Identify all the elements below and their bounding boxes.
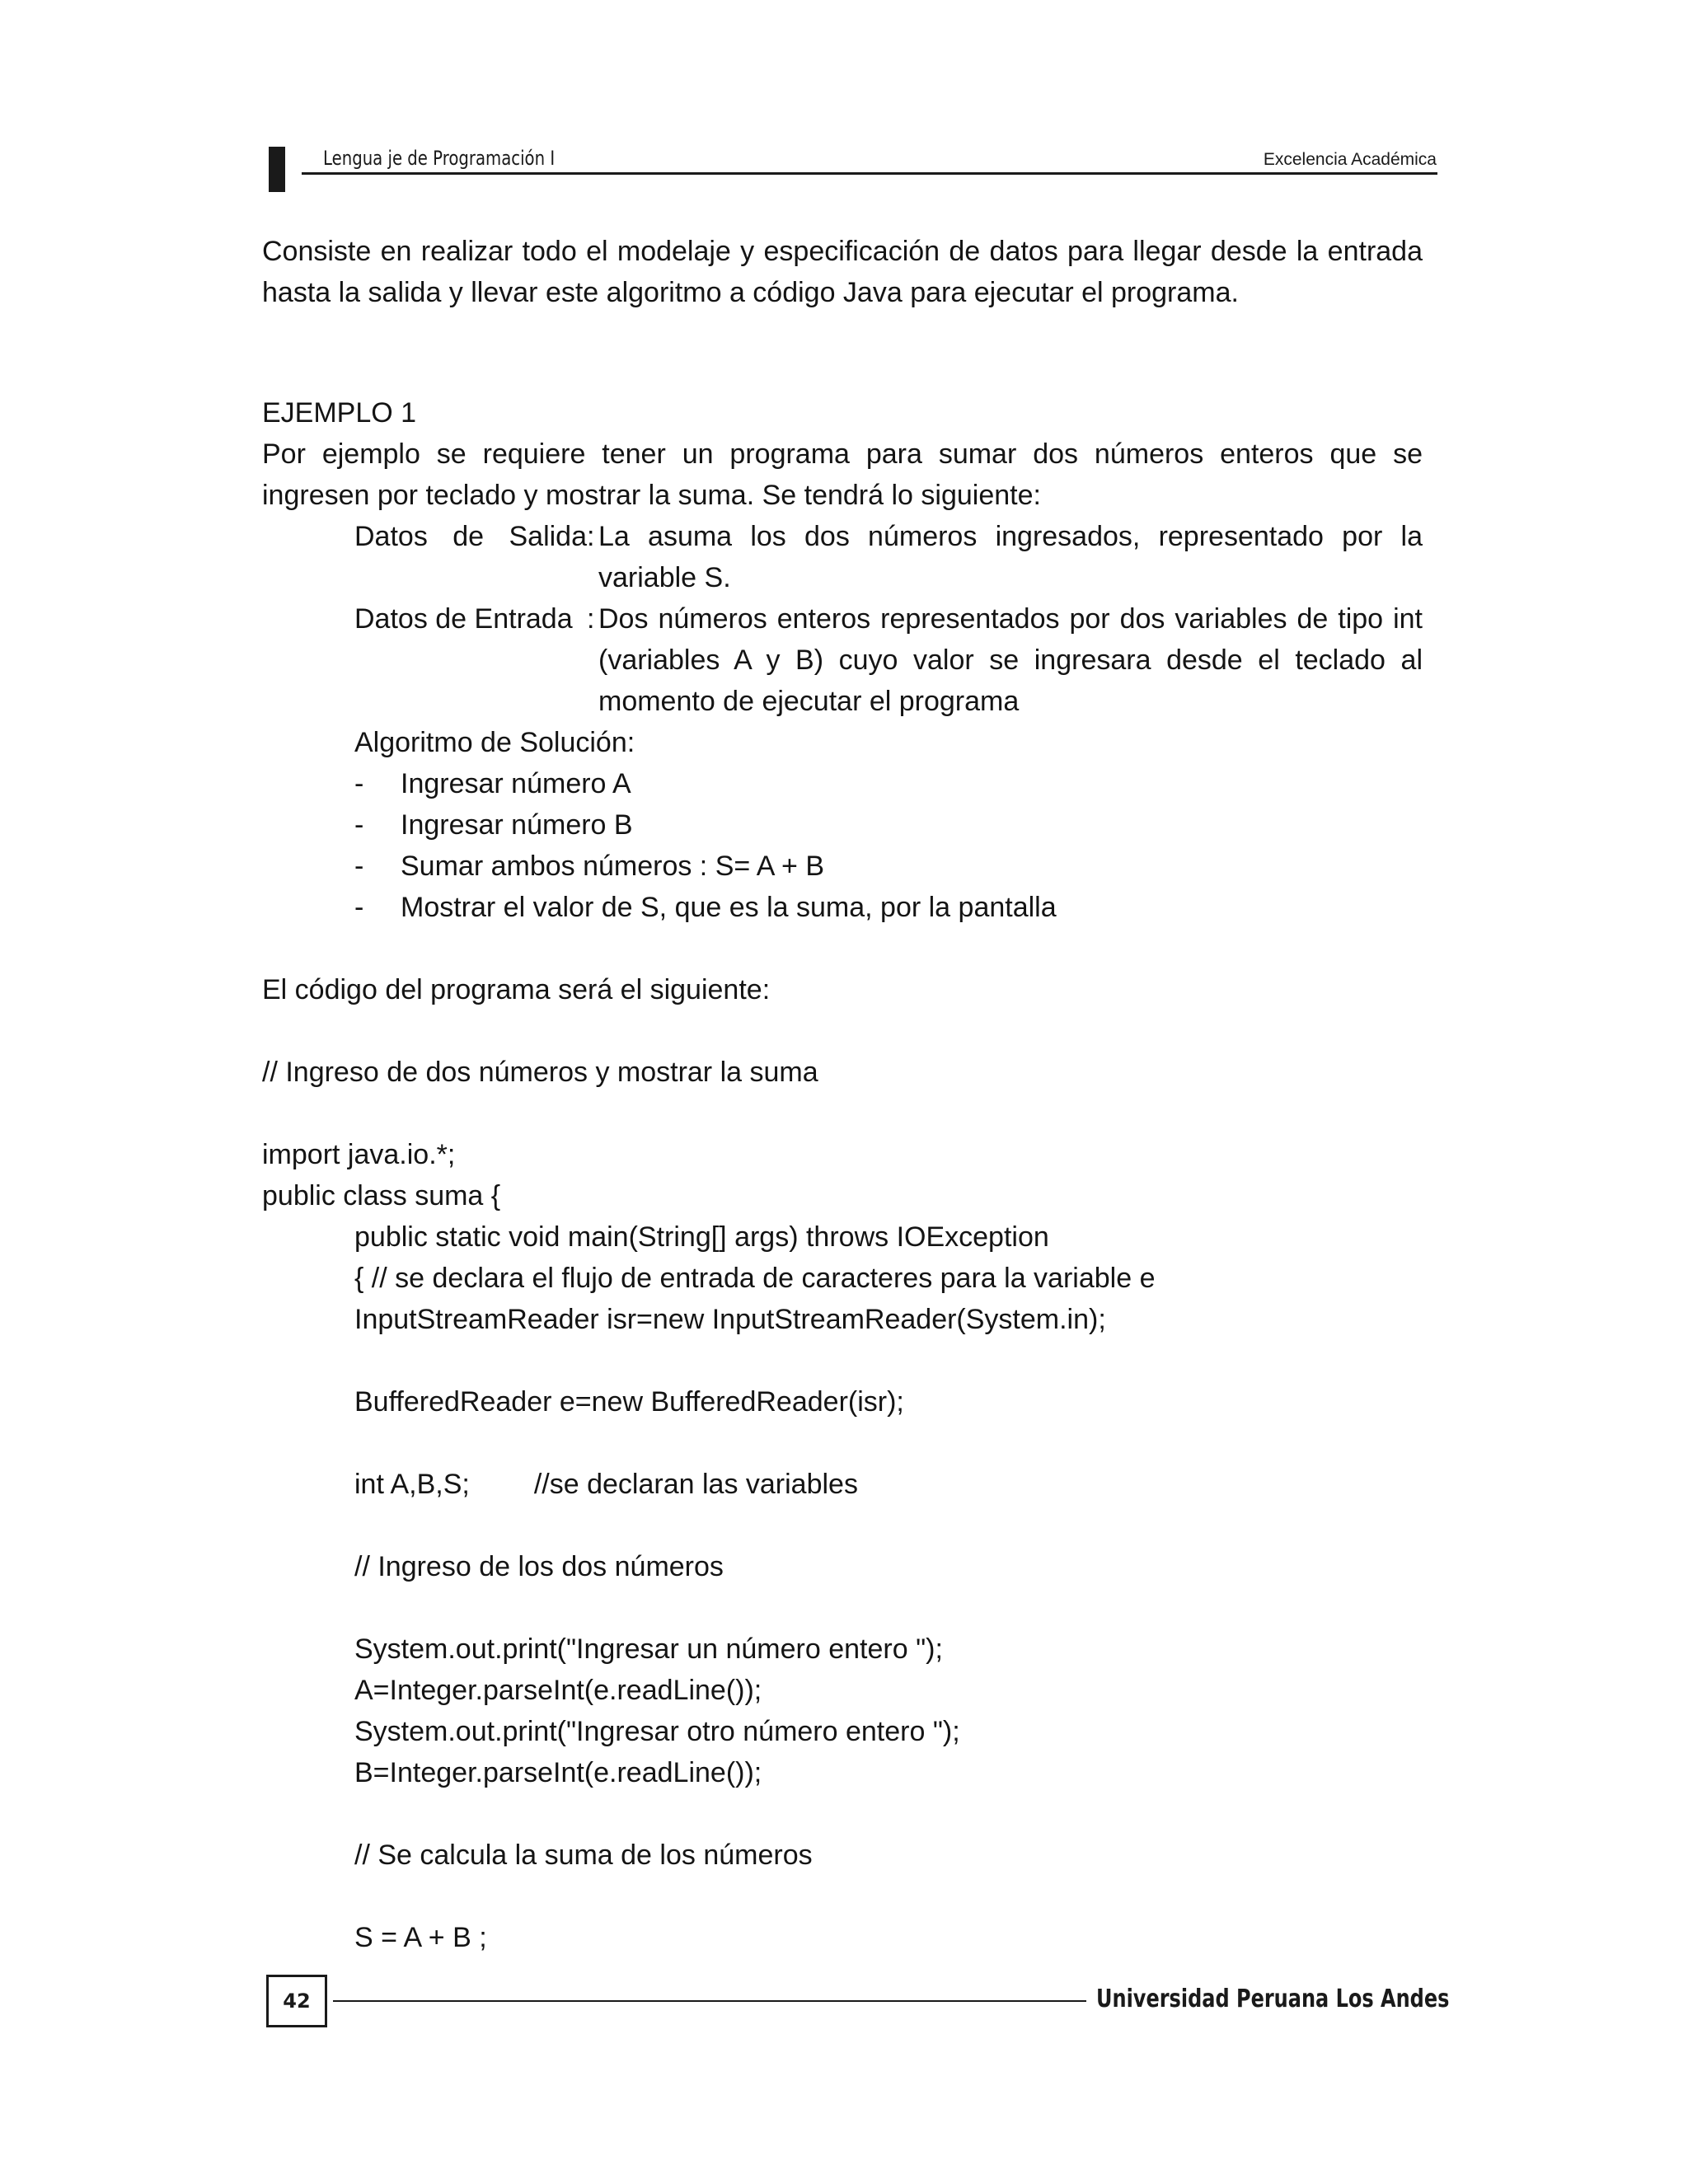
definition-output-line-1: La asuma los dos números ingresados, representado por la <box>598 521 1423 552</box>
definition-output-separator: : <box>587 521 595 552</box>
list-dash: - <box>354 851 364 882</box>
code-print-2: System.out.print("Ingresar otro número entero "); <box>354 1716 960 1747</box>
page-body <box>262 231 1423 1958</box>
code-input-stream-reader: InputStreamReader isr=new InputStreamReader(System.in); <box>354 1304 1106 1335</box>
intro-line-2: hasta la salida y llevar este algoritmo a código Java para ejecutar el programa. <box>262 277 1239 308</box>
header-course-title: Lengua je de Programación I <box>323 147 556 170</box>
spacer <box>262 313 1423 392</box>
spacer <box>262 1010 1423 1052</box>
definition-output-line-2: variable S. <box>598 562 731 593</box>
example-paragraph-line-1: Por ejemplo se requiere tener un programa para sumar dos números enteros que se <box>262 438 1423 470</box>
spacer <box>262 1505 1423 1546</box>
footer-institution: Universidad Peruana Los Andes <box>1096 1985 1450 2013</box>
code-comment-ingreso: // Ingreso de los dos números <box>354 1551 724 1582</box>
list-dash: - <box>354 892 364 923</box>
code-comment-calc: // Se calcula la suma de los números <box>354 1840 813 1871</box>
code-import: import java.io.*; <box>262 1139 456 1170</box>
definition-output-body <box>587 516 1423 598</box>
list-item-text: Mostrar el valor de S, que es la suma, por la pantalla <box>401 892 1057 923</box>
spacer <box>262 1422 1423 1464</box>
list-item <box>262 763 1423 804</box>
list-item <box>262 887 1423 928</box>
header-marker <box>269 147 285 192</box>
list-item <box>262 804 1423 846</box>
intro-line-1: Consiste en realizar todo el modelaje y especificación de datos para llegar desde la entrada <box>262 236 1423 267</box>
definition-input <box>262 598 1423 722</box>
list-item-text: Sumar ambos números : S= A + B <box>401 851 825 882</box>
algorithm-heading: Algoritmo de Solución: <box>354 727 635 758</box>
spacer <box>262 928 1423 969</box>
spacer <box>262 1093 1423 1134</box>
footer-divider <box>333 2000 1086 2002</box>
code-int-comment: //se declaran las variables <box>533 1469 858 1500</box>
example-heading: EJEMPLO 1 <box>262 397 417 429</box>
definition-input-separator: : <box>587 603 595 635</box>
code-sum: S = A + B ; <box>354 1922 487 1953</box>
list-dash: - <box>354 768 364 799</box>
spacer <box>262 1793 1423 1835</box>
code-parse-b: B=Integer.parseInt(e.readLine()); <box>354 1757 762 1788</box>
definition-output-text <box>587 516 1423 598</box>
code-int-statement: int A,B,S; <box>354 1469 470 1500</box>
spacer <box>262 1340 1423 1381</box>
code-brace-comment: { // se declara el flujo de entrada de caracteres para la variable e <box>354 1263 1156 1294</box>
definition-input-line-3: momento de ejecutar el programa <box>598 686 1020 717</box>
spacer <box>262 1876 1423 1917</box>
page-number: 42 <box>266 1975 327 2027</box>
definition-input-body <box>587 598 1423 722</box>
list-item-text: Ingresar número B <box>401 809 633 841</box>
list-item-text: Ingresar número A <box>401 768 631 799</box>
code-comment-top: // Ingreso de dos números y mostrar la suma <box>262 1057 818 1088</box>
definition-input-term: Datos de Entrada <box>354 603 573 635</box>
list-dash: - <box>354 809 364 841</box>
code-int-declaration <box>262 1464 1423 1505</box>
list-item <box>262 846 1423 887</box>
code-intro: El código del programa será el siguiente: <box>262 974 771 1005</box>
definition-input-line-1: Dos números enteros representados por dos variables de tipo int <box>598 603 1423 635</box>
code-parse-a: A=Integer.parseInt(e.readLine()); <box>354 1675 762 1706</box>
definition-output-term: Datos de Salida <box>354 521 587 552</box>
example-paragraph-line-2: ingresen por teclado y mostrar la suma. Se tendrá lo siguiente: <box>262 480 1041 511</box>
header-tagline: Excelencia Académica <box>1263 150 1437 169</box>
code-class-declaration: public class suma { <box>262 1180 501 1212</box>
code-main-declaration: public static void main(String[] args) throws IOException <box>354 1221 1049 1253</box>
code-buffered-reader: BufferedReader e=new BufferedReader(isr); <box>354 1386 904 1418</box>
spacer <box>262 1587 1423 1629</box>
code-print-1: System.out.print("Ingresar un número entero "); <box>354 1633 943 1665</box>
definition-output <box>262 516 1423 598</box>
header-divider <box>302 172 1437 175</box>
definition-input-line-2: (variables A y B) cuyo valor se ingresara desde el teclado al <box>598 644 1423 676</box>
definition-input-text <box>587 598 1423 722</box>
